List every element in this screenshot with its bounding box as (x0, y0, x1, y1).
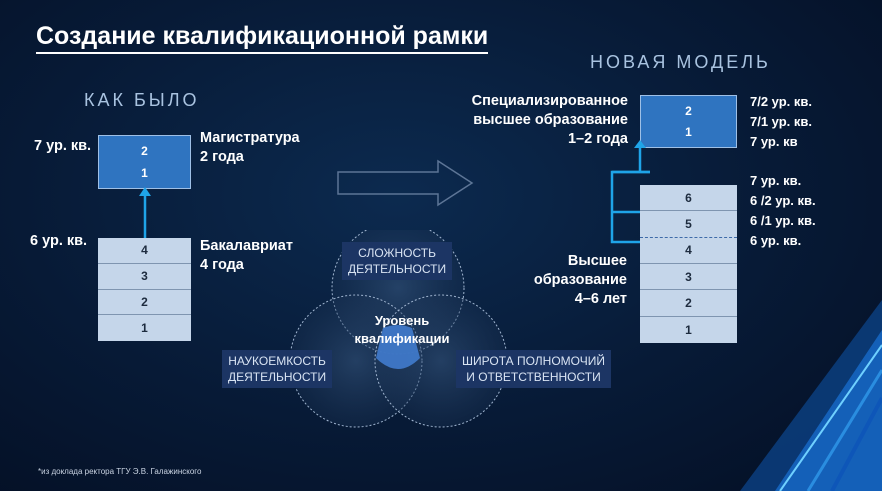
higher-line1: Высшее (567, 253, 627, 269)
venn-top-2: ДЕЯТЕЛЬНОСТИ (348, 262, 447, 276)
higher-year-4: 4 (640, 238, 737, 264)
level-7-top: 7 ур. кв (750, 134, 798, 149)
higher-line3: 4–6 лет (574, 291, 627, 307)
specialized-year-2: 2 (685, 103, 692, 118)
higher-year-3: 3 (640, 264, 737, 290)
venn-label-responsibility (456, 350, 611, 388)
heading-old: КАК БЫЛО (84, 90, 200, 110)
venn-center-1: Уровень (374, 313, 430, 328)
venn-label-complexity (342, 242, 452, 280)
specialized-line3: 1–2 года (567, 131, 628, 147)
level-7-2-top: 7/2 ур. кв. (750, 94, 813, 109)
higher-year-2: 2 (640, 290, 737, 316)
footnote: *из доклада ректора ТГУ Э.В. Галажинского (38, 467, 202, 476)
specialized-box (640, 95, 737, 148)
level-7-1-top: 7/1 ур. кв. (750, 114, 813, 129)
higher-column (640, 185, 737, 343)
bachelor-column (98, 238, 191, 341)
arrow-up-left (138, 186, 152, 240)
higher-year-5: 5 (640, 211, 737, 237)
bachelor-year-1: 1 (98, 315, 191, 341)
venn-right-2: И ОТВЕТСТВЕННОСТИ (466, 370, 601, 384)
magistracy-name: Магистратура (200, 130, 300, 146)
specialized-line2: высшее образование (473, 112, 628, 128)
heading-new: НОВАЯ МОДЕЛЬ (590, 52, 771, 72)
bachelor-duration: 4 года (200, 257, 244, 273)
higher-year-1: 1 (640, 317, 737, 343)
venn-top-1: СЛОЖНОСТЬ (358, 246, 436, 260)
venn-label-science (222, 350, 332, 388)
bachelor-name: Бакалавриат (200, 238, 293, 254)
page-title: Создание квалификационной рамки (36, 22, 488, 54)
transition-arrow-icon (334, 158, 476, 208)
level-7-label: 7 ур. кв. (34, 138, 92, 154)
specialized-year-1: 1 (685, 125, 692, 140)
level-6: 6 ур. кв. (750, 233, 802, 248)
level-6-label: 6 ур. кв. (30, 233, 88, 249)
level-6-2: 6 /2 ур. кв. (750, 193, 816, 208)
magistracy-label (200, 129, 300, 167)
bachelor-year-2: 2 (98, 290, 191, 316)
specialized-levels (750, 92, 812, 152)
venn-right-1: ШИРОТА ПОЛНОМОЧИЙ (462, 354, 605, 368)
bachelor-year-3: 3 (98, 264, 191, 290)
venn-left-1: НАУКОЕМКОСТЬ (228, 354, 326, 368)
magistracy-box (98, 135, 191, 189)
magistracy-year-2: 2 (141, 144, 148, 158)
venn-center-2: квалификации (354, 331, 450, 346)
magistracy-duration: 2 года (200, 149, 244, 165)
magistracy-year-1: 1 (141, 166, 148, 180)
higher-year-6: 6 (640, 185, 737, 211)
higher-levels (750, 171, 816, 251)
bachelor-year-4: 4 (98, 238, 191, 264)
level-6-1: 6 /1 ур. кв. (750, 213, 816, 228)
venn-left-2: ДЕЯТЕЛЬНОСТИ (228, 370, 327, 384)
level-7-bottom: 7 ур. кв. (750, 173, 802, 188)
venn-center-label (350, 312, 454, 348)
higher-line2: образование (533, 272, 627, 288)
specialized-line1: Специализированное (471, 93, 628, 109)
